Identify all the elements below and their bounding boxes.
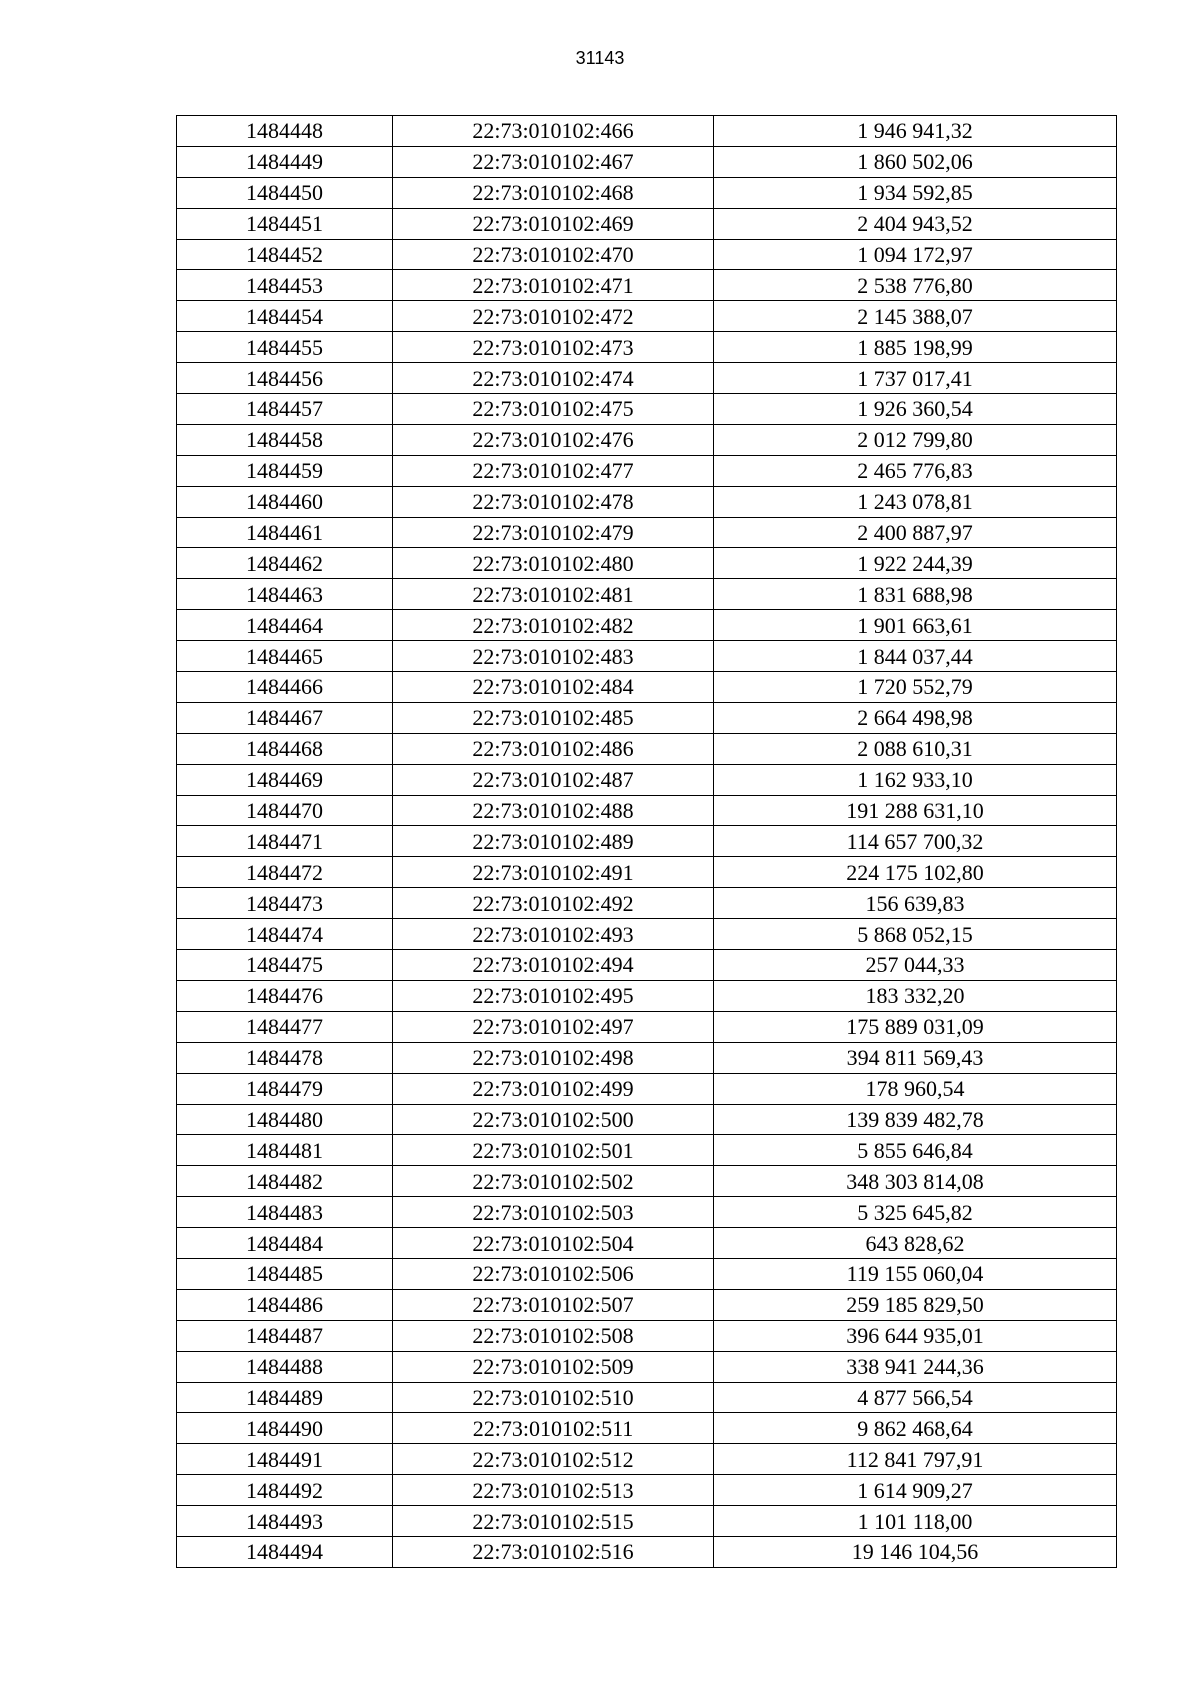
row-number-cell: 1484458 [177, 424, 393, 455]
value-cell: 1 844 037,44 [714, 641, 1117, 672]
cadastral-number-cell: 22:73:010102:509 [393, 1351, 714, 1382]
row-number-cell: 1484469 [177, 764, 393, 795]
value-cell: 1 860 502,06 [714, 146, 1117, 177]
cadastral-number-cell: 22:73:010102:515 [393, 1506, 714, 1537]
value-cell: 1 720 552,79 [714, 672, 1117, 703]
row-number-cell: 1484488 [177, 1351, 393, 1382]
table-row [177, 1073, 1117, 1104]
table-row [177, 1166, 1117, 1197]
value-cell: 4 877 566,54 [714, 1382, 1117, 1413]
cadastral-number-cell: 22:73:010102:512 [393, 1444, 714, 1475]
table-row [177, 1258, 1117, 1289]
value-cell: 5 868 052,15 [714, 919, 1117, 950]
row-number-cell: 1484494 [177, 1536, 393, 1567]
value-cell: 191 288 631,10 [714, 795, 1117, 826]
row-number-cell: 1484452 [177, 239, 393, 270]
value-cell: 348 303 814,08 [714, 1166, 1117, 1197]
row-number-cell: 1484493 [177, 1506, 393, 1537]
table-row [177, 301, 1117, 332]
row-number-cell: 1484482 [177, 1166, 393, 1197]
cadastral-number-cell: 22:73:010102:483 [393, 641, 714, 672]
value-cell: 2 088 610,31 [714, 733, 1117, 764]
table-body [177, 116, 1117, 1568]
value-cell: 2 012 799,80 [714, 424, 1117, 455]
value-cell: 643 828,62 [714, 1228, 1117, 1259]
value-cell: 2 404 943,52 [714, 208, 1117, 239]
table-row [177, 394, 1117, 425]
table-row [177, 764, 1117, 795]
row-number-cell: 1484475 [177, 950, 393, 981]
data-table [176, 115, 1117, 1568]
row-number-cell: 1484454 [177, 301, 393, 332]
table-row [177, 363, 1117, 394]
cadastral-number-cell: 22:73:010102:473 [393, 332, 714, 363]
value-cell: 1 737 017,41 [714, 363, 1117, 394]
row-number-cell: 1484486 [177, 1289, 393, 1320]
row-number-cell: 1484489 [177, 1382, 393, 1413]
cadastral-number-cell: 22:73:010102:472 [393, 301, 714, 332]
table-row [177, 270, 1117, 301]
table-row [177, 1506, 1117, 1537]
value-cell: 1 101 118,00 [714, 1506, 1117, 1537]
cadastral-number-cell: 22:73:010102:485 [393, 702, 714, 733]
table-row [177, 1444, 1117, 1475]
row-number-cell: 1484455 [177, 332, 393, 363]
table-row [177, 1197, 1117, 1228]
table-row [177, 1536, 1117, 1567]
value-cell: 1 162 933,10 [714, 764, 1117, 795]
row-number-cell: 1484462 [177, 548, 393, 579]
cadastral-number-cell: 22:73:010102:475 [393, 394, 714, 425]
cadastral-number-cell: 22:73:010102:501 [393, 1135, 714, 1166]
value-cell: 112 841 797,91 [714, 1444, 1117, 1475]
cadastral-number-cell: 22:73:010102:467 [393, 146, 714, 177]
row-number-cell: 1484461 [177, 517, 393, 548]
row-number-cell: 1484471 [177, 826, 393, 857]
cadastral-number-cell: 22:73:010102:504 [393, 1228, 714, 1259]
value-cell: 257 044,33 [714, 950, 1117, 981]
row-number-cell: 1484485 [177, 1258, 393, 1289]
value-cell: 1 885 198,99 [714, 332, 1117, 363]
row-number-cell: 1484472 [177, 857, 393, 888]
row-number-cell: 1484460 [177, 486, 393, 517]
row-number-cell: 1484448 [177, 116, 393, 147]
cadastral-number-cell: 22:73:010102:480 [393, 548, 714, 579]
cadastral-number-cell: 22:73:010102:488 [393, 795, 714, 826]
table-row [177, 1413, 1117, 1444]
value-cell: 9 862 468,64 [714, 1413, 1117, 1444]
row-number-cell: 1484481 [177, 1135, 393, 1166]
table-row [177, 1351, 1117, 1382]
value-cell: 2 145 388,07 [714, 301, 1117, 332]
page-number: 31143 [575, 48, 625, 68]
cadastral-number-cell: 22:73:010102:482 [393, 610, 714, 641]
value-cell: 396 644 935,01 [714, 1320, 1117, 1351]
value-cell: 156 639,83 [714, 888, 1117, 919]
table-row [177, 455, 1117, 486]
cadastral-number-cell: 22:73:010102:469 [393, 208, 714, 239]
table-row [177, 208, 1117, 239]
table-row [177, 1104, 1117, 1135]
table-row [177, 1475, 1117, 1506]
cadastral-number-cell: 22:73:010102:479 [393, 517, 714, 548]
table-row [177, 1228, 1117, 1259]
table-row [177, 548, 1117, 579]
cadastral-number-cell: 22:73:010102:487 [393, 764, 714, 795]
cadastral-number-cell: 22:73:010102:497 [393, 1011, 714, 1042]
table-row [177, 919, 1117, 950]
table-row [177, 239, 1117, 270]
value-cell: 114 657 700,32 [714, 826, 1117, 857]
row-number-cell: 1484490 [177, 1413, 393, 1444]
table-row [177, 950, 1117, 981]
table-row [177, 702, 1117, 733]
value-cell: 1 831 688,98 [714, 579, 1117, 610]
cadastral-number-cell: 22:73:010102:510 [393, 1382, 714, 1413]
cadastral-number-cell: 22:73:010102:471 [393, 270, 714, 301]
row-number-cell: 1484467 [177, 702, 393, 733]
table-row [177, 1382, 1117, 1413]
table-row [177, 1042, 1117, 1073]
table-row [177, 424, 1117, 455]
cadastral-number-cell: 22:73:010102:500 [393, 1104, 714, 1135]
value-cell: 5 855 646,84 [714, 1135, 1117, 1166]
value-cell: 259 185 829,50 [714, 1289, 1117, 1320]
cadastral-number-cell: 22:73:010102:476 [393, 424, 714, 455]
table-row [177, 1289, 1117, 1320]
row-number-cell: 1484476 [177, 980, 393, 1011]
value-cell: 175 889 031,09 [714, 1011, 1117, 1042]
cadastral-number-cell: 22:73:010102:470 [393, 239, 714, 270]
value-cell: 1 901 663,61 [714, 610, 1117, 641]
cadastral-number-cell: 22:73:010102:511 [393, 1413, 714, 1444]
cadastral-number-cell: 22:73:010102:492 [393, 888, 714, 919]
row-number-cell: 1484479 [177, 1073, 393, 1104]
row-number-cell: 1484477 [177, 1011, 393, 1042]
table-row [177, 1135, 1117, 1166]
cadastral-number-cell: 22:73:010102:489 [393, 826, 714, 857]
row-number-cell: 1484484 [177, 1228, 393, 1259]
cadastral-number-cell: 22:73:010102:495 [393, 980, 714, 1011]
table-row [177, 672, 1117, 703]
row-number-cell: 1484466 [177, 672, 393, 703]
value-cell: 2 664 498,98 [714, 702, 1117, 733]
row-number-cell: 1484492 [177, 1475, 393, 1506]
row-number-cell: 1484456 [177, 363, 393, 394]
table-row [177, 1320, 1117, 1351]
cadastral-number-cell: 22:73:010102:507 [393, 1289, 714, 1320]
row-number-cell: 1484483 [177, 1197, 393, 1228]
value-cell: 1 946 941,32 [714, 116, 1117, 147]
value-cell: 2 538 776,80 [714, 270, 1117, 301]
row-number-cell: 1484453 [177, 270, 393, 301]
value-cell: 178 960,54 [714, 1073, 1117, 1104]
cadastral-number-cell: 22:73:010102:503 [393, 1197, 714, 1228]
row-number-cell: 1484457 [177, 394, 393, 425]
table-row [177, 1011, 1117, 1042]
table-row [177, 177, 1117, 208]
cadastral-number-cell: 22:73:010102:484 [393, 672, 714, 703]
table-row [177, 517, 1117, 548]
cadastral-number-cell: 22:73:010102:498 [393, 1042, 714, 1073]
cadastral-number-cell: 22:73:010102:506 [393, 1258, 714, 1289]
table-row [177, 579, 1117, 610]
cadastral-number-cell: 22:73:010102:491 [393, 857, 714, 888]
value-cell: 2 400 887,97 [714, 517, 1117, 548]
table-row [177, 980, 1117, 1011]
table-row [177, 857, 1117, 888]
cadastral-number-cell: 22:73:010102:481 [393, 579, 714, 610]
table-row [177, 116, 1117, 147]
row-number-cell: 1484480 [177, 1104, 393, 1135]
row-number-cell: 1484474 [177, 919, 393, 950]
row-number-cell: 1484470 [177, 795, 393, 826]
cadastral-number-cell: 22:73:010102:493 [393, 919, 714, 950]
value-cell: 119 155 060,04 [714, 1258, 1117, 1289]
row-number-cell: 1484463 [177, 579, 393, 610]
cadastral-number-cell: 22:73:010102:494 [393, 950, 714, 981]
value-cell: 2 465 776,83 [714, 455, 1117, 486]
cadastral-number-cell: 22:73:010102:477 [393, 455, 714, 486]
cadastral-number-cell: 22:73:010102:516 [393, 1536, 714, 1567]
table-row [177, 888, 1117, 919]
row-number-cell: 1484450 [177, 177, 393, 208]
row-number-cell: 1484451 [177, 208, 393, 239]
value-cell: 394 811 569,43 [714, 1042, 1117, 1073]
table-row [177, 486, 1117, 517]
table-row [177, 146, 1117, 177]
value-cell: 19 146 104,56 [714, 1536, 1117, 1567]
cadastral-number-cell: 22:73:010102:508 [393, 1320, 714, 1351]
cadastral-number-cell: 22:73:010102:502 [393, 1166, 714, 1197]
table-row [177, 332, 1117, 363]
table-row [177, 733, 1117, 764]
row-number-cell: 1484487 [177, 1320, 393, 1351]
value-cell: 1 243 078,81 [714, 486, 1117, 517]
value-cell: 1 922 244,39 [714, 548, 1117, 579]
cadastral-number-cell: 22:73:010102:499 [393, 1073, 714, 1104]
value-cell: 338 941 244,36 [714, 1351, 1117, 1382]
row-number-cell: 1484464 [177, 610, 393, 641]
table-row [177, 641, 1117, 672]
table-row [177, 795, 1117, 826]
value-cell: 1 094 172,97 [714, 239, 1117, 270]
row-number-cell: 1484491 [177, 1444, 393, 1475]
value-cell: 139 839 482,78 [714, 1104, 1117, 1135]
cadastral-number-cell: 22:73:010102:513 [393, 1475, 714, 1506]
row-number-cell: 1484449 [177, 146, 393, 177]
value-cell: 5 325 645,82 [714, 1197, 1117, 1228]
cadastral-number-cell: 22:73:010102:468 [393, 177, 714, 208]
value-cell: 1 614 909,27 [714, 1475, 1117, 1506]
value-cell: 1 934 592,85 [714, 177, 1117, 208]
row-number-cell: 1484465 [177, 641, 393, 672]
row-number-cell: 1484459 [177, 455, 393, 486]
row-number-cell: 1484473 [177, 888, 393, 919]
cadastral-number-cell: 22:73:010102:486 [393, 733, 714, 764]
cadastral-number-cell: 22:73:010102:466 [393, 116, 714, 147]
cadastral-number-cell: 22:73:010102:478 [393, 486, 714, 517]
value-cell: 224 175 102,80 [714, 857, 1117, 888]
cadastral-number-cell: 22:73:010102:474 [393, 363, 714, 394]
table-row [177, 610, 1117, 641]
value-cell: 1 926 360,54 [714, 394, 1117, 425]
row-number-cell: 1484478 [177, 1042, 393, 1073]
value-cell: 183 332,20 [714, 980, 1117, 1011]
table-row [177, 826, 1117, 857]
row-number-cell: 1484468 [177, 733, 393, 764]
